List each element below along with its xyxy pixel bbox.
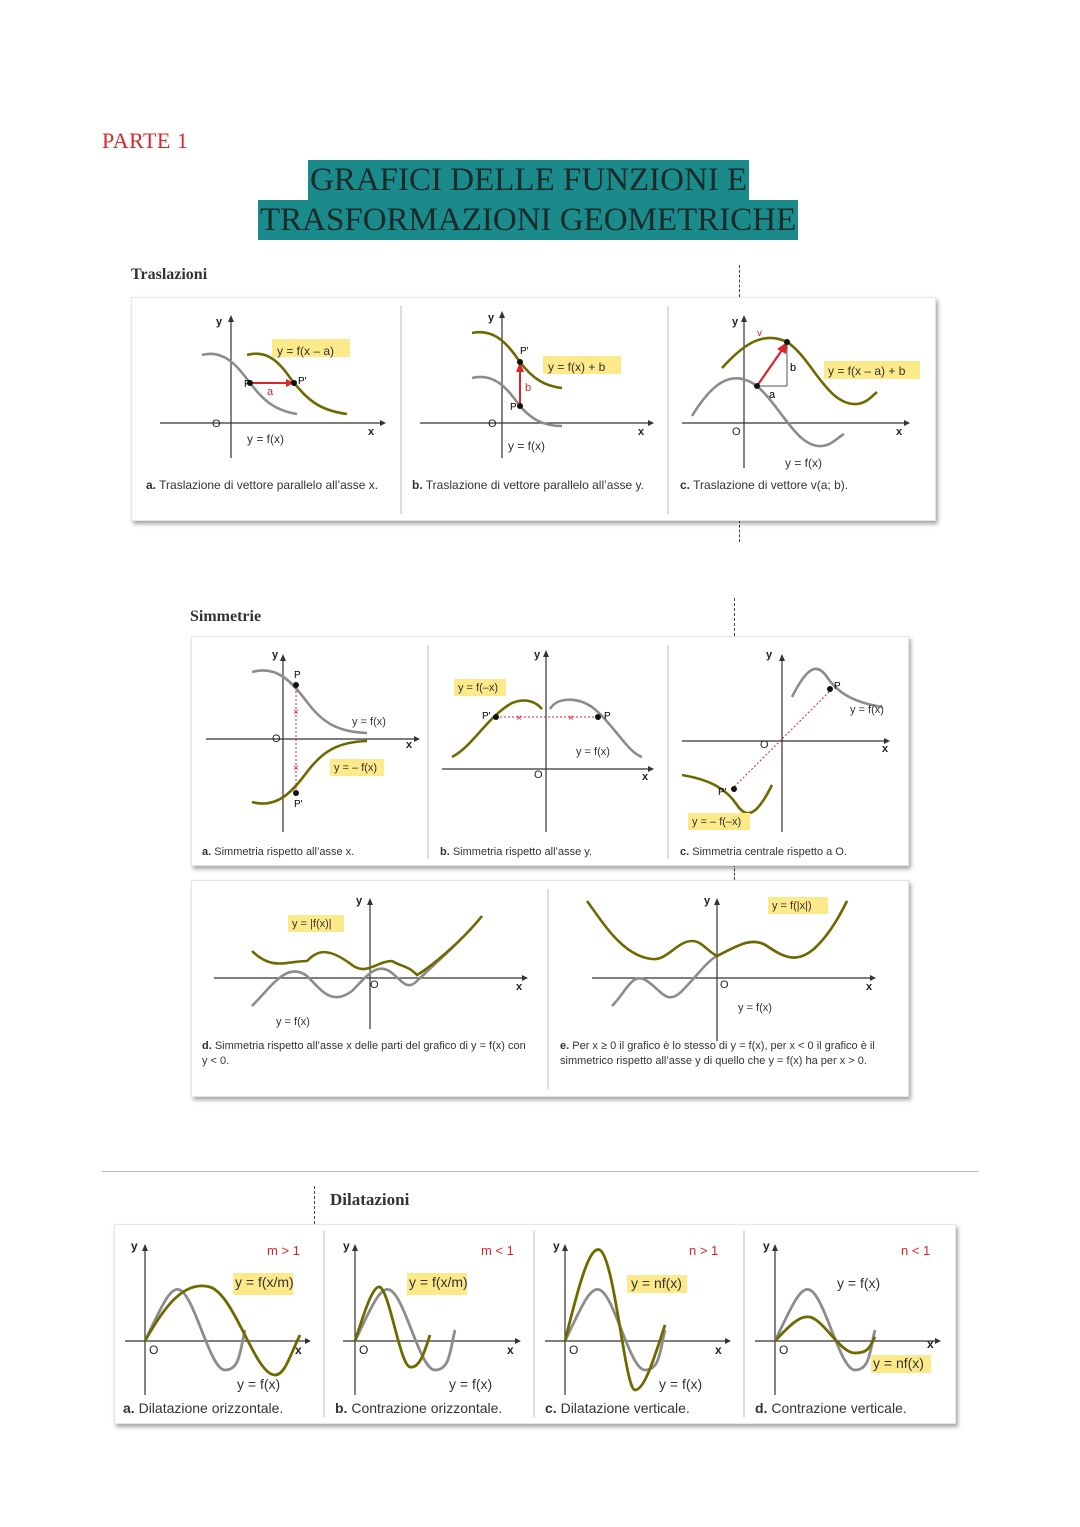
svg-text:P': P' — [520, 346, 529, 357]
svg-text:P': P' — [294, 799, 303, 810]
simmetrie-figures-top — [192, 637, 908, 865]
y-axis-label: y — [272, 649, 279, 661]
dilatazione-c-bottom-label: y = f(x) — [659, 1376, 703, 1392]
origin-label: O — [760, 739, 769, 751]
section-title-simmetrie: Simmetrie — [190, 608, 262, 625]
dilatazioni-figures — [115, 1225, 955, 1423]
dilatazione-b-top-label: y = f(x/m) — [409, 1274, 468, 1290]
dilatazione-a-condition: m > 1 — [267, 1243, 300, 1258]
y-axis-label: y — [763, 1239, 770, 1253]
simmetria-e-top-label: y = f(|x|) — [772, 900, 812, 912]
origin-label: O — [720, 979, 729, 991]
y-axis-label: y — [766, 649, 773, 661]
dilatazione-d-bottom-label: y = nf(x) — [873, 1355, 924, 1371]
y-axis-label: y — [488, 312, 495, 324]
x-axis-label: x — [642, 771, 649, 783]
section-title-traslazioni: Traslazioni — [131, 266, 208, 283]
svg-text:P: P — [294, 670, 301, 681]
dilatazione-a-top-label: y = f(x/m) — [235, 1274, 294, 1290]
simmetria-c-bottom-label: y = – f(–x) — [692, 816, 742, 828]
x-axis-label: x — [927, 1337, 934, 1351]
dilatazione-c-condition: n > 1 — [689, 1243, 719, 1258]
svg-text:P': P' — [482, 711, 491, 722]
x-axis-label: x — [507, 1343, 514, 1357]
simmetrie-panel-top — [191, 636, 909, 866]
page-title-line-2: TRASFORMAZIONI GEOMETRICHE — [260, 202, 797, 238]
x-axis-label: x — [715, 1343, 722, 1357]
origin-label: O — [569, 1343, 579, 1357]
x-axis-label: x — [295, 1343, 302, 1357]
dilatazione-a-caption: a. Dilatazione orizzontale. — [123, 1400, 284, 1416]
svg-text:a: a — [769, 389, 776, 401]
simmetria-d-top-label: y = |f(x)| — [292, 918, 332, 930]
simmetria-b-caption: b. Simmetria rispetto all’asse y. — [440, 846, 593, 858]
simmetria-b-bottom-label: y = f(x) — [576, 746, 610, 758]
fold-line — [739, 265, 740, 297]
x-axis-label: x — [866, 981, 873, 993]
traslazione-b-graph — [420, 311, 654, 458]
simmetrie-panel-bottom — [191, 880, 909, 1097]
x-axis-label: x — [896, 426, 903, 438]
traslazione-b-top-label: y = f(x) + b — [548, 360, 606, 374]
origin-label: O — [534, 769, 543, 781]
svg-text:×: × — [516, 713, 522, 724]
origin-label: O — [370, 979, 379, 991]
fold-line — [314, 1186, 315, 1224]
traslazione-a-top-label: y = f(x – a) — [277, 344, 335, 358]
dilatazione-c-top-label: y = nf(x) — [631, 1275, 682, 1291]
origin-label: O — [272, 733, 281, 745]
svg-text:×: × — [568, 713, 574, 724]
section-title-dilatazioni: Dilatazioni — [330, 1190, 410, 1209]
dilatazione-b-caption: b. Contrazione orizzontale. — [335, 1400, 503, 1416]
svg-text:P: P — [244, 379, 251, 390]
y-axis-label: y — [732, 316, 739, 328]
origin-label: O — [149, 1343, 159, 1357]
simmetria-e-bottom-label: y = f(x) — [738, 1002, 772, 1014]
traslazione-b-caption: b. Traslazione di vettore parallelo all’asse y. — [412, 478, 644, 492]
dilatazione-d-top-label: y = f(x) — [837, 1275, 881, 1291]
y-axis-label: y — [343, 1239, 350, 1253]
dilatazione-d-caption: d. Contrazione verticale. — [755, 1400, 907, 1416]
x-axis-label: x — [406, 739, 413, 751]
svg-text:P': P' — [298, 376, 307, 387]
svg-text:a: a — [267, 386, 274, 398]
fold-line — [734, 864, 735, 880]
y-axis-label: y — [356, 895, 363, 907]
x-axis-label: x — [882, 743, 889, 755]
x-axis-label: x — [638, 426, 645, 438]
svg-text:P': P' — [718, 787, 727, 798]
svg-text:×: × — [293, 707, 299, 718]
dilatazione-d-condition: n < 1 — [901, 1243, 931, 1258]
dilatazioni-panel — [114, 1224, 956, 1424]
fold-line — [739, 520, 740, 542]
fold-line — [734, 598, 735, 636]
simmetria-a-bottom-label: y = – f(x) — [334, 762, 378, 774]
svg-text:b: b — [525, 382, 532, 394]
y-axis-label: y — [534, 649, 541, 661]
simmetria-b-top-label: y = f(–x) — [458, 682, 499, 694]
svg-text:v: v — [757, 328, 762, 339]
origin-label: O — [359, 1343, 369, 1357]
traslazione-c-bottom-label: y = f(x) — [785, 456, 823, 470]
simmetria-a-top-label: y = f(x) — [352, 716, 386, 728]
traslazione-a-caption: a. Traslazione di vettore parallelo all’asse x. — [146, 478, 379, 492]
traslazione-c-graph — [682, 315, 920, 468]
simmetria-d-bottom-label: y = f(x) — [276, 1016, 310, 1028]
simmetria-e-caption: e. Per x ≥ 0 il grafico è lo stesso di y = f(x), per x < 0 il grafico è il simmetrico rispetto all’asse y di quello che y = f(x) ha per x > 0. — [560, 1040, 875, 1067]
y-axis-label: y — [704, 895, 711, 907]
x-axis-label: x — [368, 426, 375, 438]
dilatazione-b-bottom-label: y = f(x) — [449, 1376, 493, 1392]
origin-label: O — [212, 418, 221, 430]
simmetria-a-caption: a. Simmetria rispetto all’asse x. — [202, 846, 355, 858]
page-title-line-1: GRAFICI DELLE FUNZIONI E — [310, 162, 748, 198]
traslazione-c-caption: c. Traslazione di vettore v(a; b). — [680, 478, 849, 492]
x-axis-label: x — [516, 981, 523, 993]
svg-text:P: P — [604, 711, 611, 722]
traslazioni-panel — [131, 297, 936, 521]
y-axis-label: y — [216, 316, 223, 328]
origin-label: O — [732, 426, 741, 438]
svg-text:×: × — [293, 763, 299, 774]
y-axis-label: y — [131, 1239, 138, 1253]
y-axis-label: y — [553, 1239, 560, 1253]
simmetria-c-caption: c. Simmetria centrale rispetto a O. — [680, 846, 847, 858]
origin-label: O — [488, 418, 497, 430]
svg-text:b: b — [790, 362, 797, 374]
part-label: PARTE 1 — [102, 128, 189, 153]
dilatazione-a-bottom-label: y = f(x) — [237, 1376, 281, 1392]
simmetria-c-top-label: y = f(x) — [850, 704, 884, 716]
dilatazione-b-condition: m < 1 — [481, 1243, 514, 1258]
origin-label: O — [779, 1343, 789, 1357]
section-divider — [102, 1171, 978, 1172]
svg-text:P: P — [510, 402, 517, 413]
dilatazione-c-caption: c. Dilatazione verticale. — [545, 1400, 690, 1416]
simmetria-d-caption: d. Simmetria rispetto all’asse x delle parti del grafico di y = f(x) con y < 0. — [202, 1040, 526, 1067]
traslazione-a-bottom-label: y = f(x) — [247, 432, 285, 446]
svg-text:P: P — [834, 681, 841, 692]
traslazione-b-bottom-label: y = f(x) — [508, 439, 546, 453]
traslazione-c-top-label: y = f(x – a) + b — [828, 364, 906, 378]
